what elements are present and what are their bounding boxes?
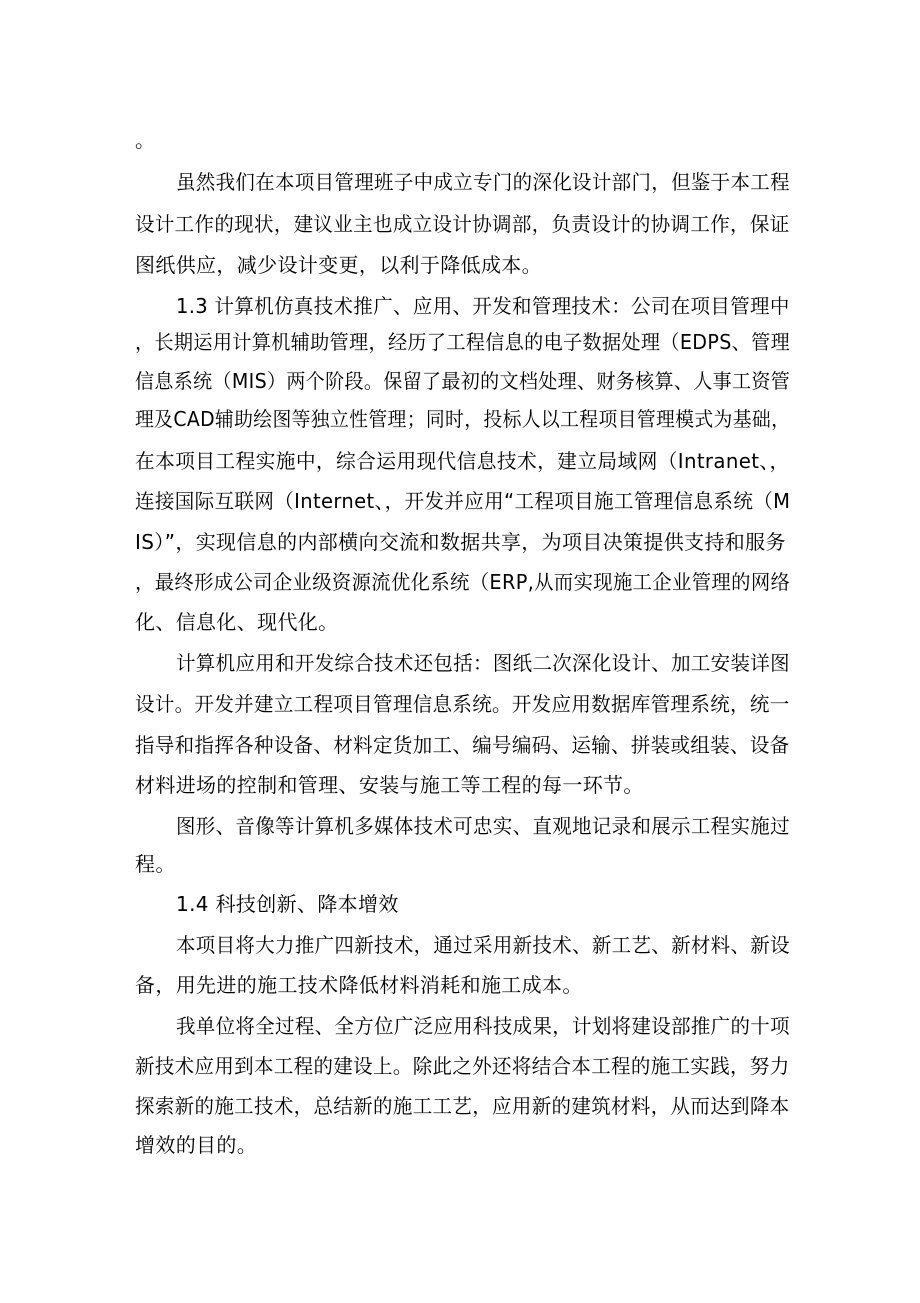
text-line: 我单位将全过程、全方位广泛应用科技成果，计划将建设部推广的十项 — [176, 1014, 790, 1038]
text-line: 连接国际互联网（Internet、，开发并应用“工程项目施工管理信息系统（M — [135, 489, 791, 513]
text-line: 指导和指挥各种设备、材料定货加工、编号编码、运输、拼装或组装、设备 — [135, 733, 790, 757]
text-line: 程。 — [135, 852, 176, 876]
text-line: IS）”，实现信息的内部横向交流和数据共享，为项目决策提供支持和服务 — [135, 530, 786, 554]
text-line: 设计工作的现状，建议业主也成立设计协调部，负责设计的协调工作，保证 — [135, 212, 790, 236]
text-line: 在本项目工程实施中，综合运用现代信息技术，建立局域网（Intranet、， — [135, 449, 790, 473]
text-line: 化、信息化、现代化。 — [135, 610, 339, 634]
text-line: 1.4 科技创新、降本增效 — [176, 892, 399, 916]
text-line: 理及CAD辅助绘图等独立性管理；同时，投标人以工程项目管理模式为基础， — [135, 407, 791, 431]
text-line: 本项目将大力推广四新技术，通过采用新技术、新工艺、新材料、新设 — [176, 933, 790, 957]
text-line: ，长期运用计算机辅助管理，经历了工程信息的电子数据处理（EDPS、管理 — [135, 330, 791, 354]
text-line: 增效的目的。 — [135, 1133, 258, 1157]
text-line: 。 — [135, 128, 156, 152]
text-line: 1.3 计算机仿真技术推广、应用、开发和管理技术：公司在项目管理中 — [176, 294, 790, 318]
text-line: 备，用先进的施工技术降低材料消耗和施工成本。 — [135, 973, 583, 997]
text-line: 图形、音像等计算机多媒体技术可忠实、直观地记录和展示工程实施过 — [176, 814, 790, 838]
text-line: 新技术应用到本工程的建设上。除此之外还将结合本工程的施工实践，努力 — [135, 1054, 790, 1078]
text-line: 探索新的施工技术，总结新的施工工艺，应用新的建筑材料，从而达到降本 — [135, 1094, 790, 1118]
text-line: 图纸供应，减少设计变更，以利于降低成本。 — [135, 253, 542, 277]
text-line: 计算机应用和开发综合技术还包括：图纸二次深化设计、加工安装详图 — [176, 651, 790, 675]
text-line: 信息系统（MIS）两个阶段。保留了最初的文档处理、财务核算、人事工资管 — [135, 369, 791, 393]
text-line: 材料进场的控制和管理、安装与施工等工程的每一环节。 — [135, 773, 644, 797]
text-line: 虽然我们在本项目管理班子中成立专门的深化设计部门，但鉴于本工程 — [176, 170, 790, 194]
text-line: 设计。开发并建立工程项目管理信息系统。开发应用数据库管理系统，统一 — [135, 692, 790, 716]
text-line: ，最终形成公司企业级资源流优化系统（ERP,从而实现施工企业管理的网络 — [135, 570, 791, 594]
